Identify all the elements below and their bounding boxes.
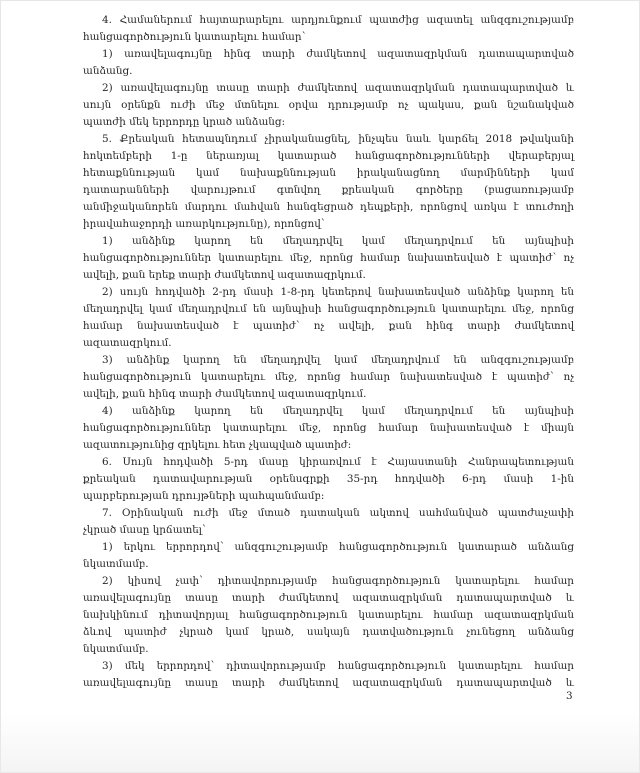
text-line: 3) անձինք կարող են մեղադրվել կամ մեղադրվում են անզգուշությամբ <box>102 354 574 366</box>
text-line: պարբերության դրույթների պահպանմամբ: <box>83 490 325 502</box>
text-line: հետաքննության կամ նախաքննության իրականացնող մարմինների կամ <box>83 167 574 179</box>
text-line: 5. Քրեական հետապնդում չիրականացնել, ինչպես նաև կարճել 2018 թվականի <box>102 133 574 145</box>
text-line: 1) անձինք կարող են մեղադրվել կամ մեղադրվում են այնպիսի <box>102 235 574 247</box>
text-line: ավելի, քան երեք տարի ժամկետով ազատազրկում. <box>83 269 366 281</box>
text-line: 4. Համաներում հայտարարելու արդյունքում պատժից ազատել անզգուշությամբ <box>102 14 574 26</box>
text-line: պատժի մեկ երրորդը կրած անձանց: <box>83 116 286 128</box>
text-line: հոկտեմբերի 1-ը ներառյալ կատարած հանցագործությունների վերաբերյալ <box>83 150 574 162</box>
text-line: հանցագործություններ կատարելու մեջ, որոնց համար նախատեսված է միայն <box>83 422 574 434</box>
text-line: 7. Օրինական ուժի մեջ մտած դատական ակտով սահմանված պատժաչափի <box>102 507 574 519</box>
text-line: սույն օրենքն ուժի մեջ մտնելու օրվա դրությամբ ոչ պակաս, քան նշանակված <box>83 99 574 111</box>
text-line: 2) առավելագույնը տասը տարի ժամկետով ազատազրկման դատապարտված և <box>102 82 574 94</box>
text-line: հանցագործություն կատարելու համար՝ <box>83 31 306 43</box>
text-line: նկատմամբ. <box>83 558 149 570</box>
text-line: չկրած մասը կրճատել՝ <box>83 524 206 536</box>
text-line: 6. Սույն հոդվածի 5-րդ մասը կիրառվում է Հայաստանի Հանրապետության <box>102 456 574 468</box>
scan-shadow <box>0 713 640 773</box>
text-line: անմիջականորեն մարդու մահվան հանգեցրած դեպքերի, որոնցով առկա է տուժողի <box>83 201 574 213</box>
text-line: ավելի, քան հինգ տարի ժամկետով ազատազրկում. <box>83 388 367 400</box>
text-line: առավելագույնը տասը տարի ժամկետով ազատազրկման դատապարտված և <box>83 677 574 689</box>
page-number: 3 <box>566 690 573 702</box>
text-line: 2) կիսով չափ՝ դիտավորությամբ հանցագործություն կատարելու համար <box>102 575 574 587</box>
text-line: 4) անձինք կարող են մեղադրվել կամ մեղադրվում են այնպիսի <box>102 405 574 417</box>
text-line: քրեական դատավարության օրենսգրքի 35-րդ հոդվածի 6-րդ մասի 1-ին <box>83 473 574 485</box>
text-line: մեղադրվել կամ մեղադրվում են այնպիսի հանցագործություն կատարելու մեջ, որոնց <box>83 303 574 315</box>
text-line: իրավահաջորդի առարկությունը), որոնցով՝ <box>83 218 325 230</box>
text-line: առավելագույնը տասը տարի ժամկետով ազատազրկման դատապարտված և <box>83 592 574 604</box>
text-line: 1) երկու երրորդով՝ անզգուշությամբ հանցագործություն կատարած անձանց <box>102 541 574 553</box>
text-line: 1) առավելագույնը հինգ տարի ժամկետով ազատազրկման դատապարտված <box>102 48 574 60</box>
text-line: հանցագործություն կատարելու մեջ, որոնց համար նախատեսված է պատիժ՝ ոչ <box>83 371 574 383</box>
text-line: նկատմամբ. <box>83 643 149 655</box>
text-line: 2) սույն հոդվածի 2-րդ մասի 1-8-րդ կետերով նախատեսված անձինք կարող են <box>102 286 574 298</box>
text-line: դատարանների վարույթում գտնվող քրեական գործերը (բացառությամբ <box>83 184 574 196</box>
text-line: ձևով պատիժ չկրած կամ կրած, սակայն դատվածություն չունեցող անձանց <box>83 626 574 638</box>
text-line: նախկինում դիտավորյալ հանցագործություն կատարելու համար ազատազրկման <box>83 609 574 621</box>
text-line: 3) մեկ երրորդով՝ դիտավորությամբ հանցագործություն կատարելու համար <box>102 660 574 672</box>
text-line: համար նախատեսված է պատիժ՝ ոչ ավելի, քան հինգ տարի ժամկետով <box>83 320 574 332</box>
text-line: անձանց. <box>83 65 133 77</box>
text-line: հանցագործություններ կատարելու մեջ, որոնց համար նախատեսված է պատիժ՝ ոչ <box>83 252 574 264</box>
text-line: ազատազրկում. <box>83 337 172 349</box>
text-line: ազատությունից զրկելու հետ չկապված պատիժ: <box>83 439 352 451</box>
